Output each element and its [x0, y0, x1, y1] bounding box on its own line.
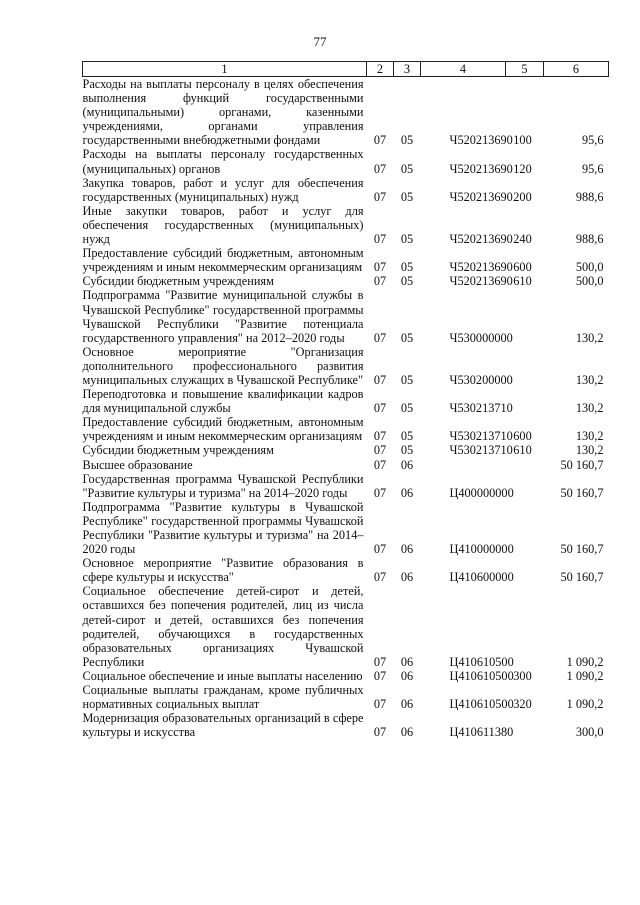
section-code-cell: 07 — [373, 330, 387, 345]
amount-cell: 50 160,7 — [560, 542, 604, 557]
target-article-cell: Ц410610500 — [449, 654, 514, 669]
expense-name-cell: Закупка товаров, работ и услуг для обеспечения государственных (муниципальных) нужд — [82, 175, 364, 204]
expense-name-cell: Подпрограмма "Развитие культуры в Чувашской Республике" государственной программы Чувашской Республики "Развитие культуры и туризма" на 2014–2020 годы — [82, 499, 364, 557]
subsection-code-cell: 05 — [400, 401, 414, 416]
expense-name-cell: Расходы на выплаты персоналу государственных (муниципальных) органов — [82, 147, 364, 176]
expense-name-cell: Социальные выплаты гражданам, кроме публичных нормативных социальных выплат — [82, 683, 364, 712]
expense-type-cell: 300 — [513, 668, 532, 683]
column-header: 5 — [506, 62, 544, 77]
section-code-cell: 07 — [373, 232, 387, 247]
subsection-code-cell: 05 — [400, 372, 414, 387]
expense-type-cell: 320 — [513, 697, 532, 712]
section-code-cell: 07 — [373, 189, 387, 204]
expense-type-cell: 600 — [513, 429, 532, 444]
table-row — [83, 500, 609, 556]
target-article-cell: Ч520213690 — [449, 274, 513, 289]
subsection-code-cell: 06 — [400, 654, 414, 669]
target-article-cell: Ч520213690 — [449, 189, 513, 204]
expense-name-cell: Расходы на выплаты персоналу в целях обеспечения выполнения функций государственными (муниципальными) органами, казенными учреждениями, органами управления государственными внебюджетными фондами — [82, 77, 364, 148]
target-article-cell: Ц400000000 — [449, 485, 514, 500]
target-article-cell: Ч530000000 — [449, 330, 513, 345]
table-row — [83, 458, 609, 472]
expense-name-cell: Модернизация образовательных организаций в сфере культуры и искусства — [82, 711, 364, 740]
amount-cell: 500,0 — [575, 260, 604, 275]
section-code-cell: 07 — [373, 542, 387, 557]
expense-name-cell: Переподготовка и повышение квалификации кадров для муниципальной службы — [82, 387, 364, 416]
table-row — [83, 204, 609, 246]
section-code-cell: 07 — [373, 654, 387, 669]
target-article-cell: Ч530213710 — [449, 429, 513, 444]
expense-type-cell: 610 — [513, 274, 532, 289]
target-article-cell: Ч530200000 — [449, 372, 513, 387]
expense-name-cell: Субсидии бюджетным учреждениям — [82, 274, 274, 289]
section-code-cell: 07 — [373, 401, 387, 416]
column-header: 4 — [421, 62, 506, 77]
expense-type-cell: 610 — [513, 443, 532, 458]
target-article-cell: Ц410610500 — [449, 668, 514, 683]
table-row — [83, 669, 609, 683]
expense-name-cell: Субсидии бюджетным учреждениям — [82, 443, 274, 458]
table-row — [83, 176, 609, 204]
expense-type-cell: 200 — [513, 189, 532, 204]
amount-cell: 95,6 — [581, 161, 604, 176]
section-code-cell: 07 — [373, 443, 387, 458]
expense-type-cell: 600 — [513, 260, 532, 275]
section-code-cell: 07 — [373, 668, 387, 683]
amount-cell: 95,6 — [581, 133, 604, 148]
target-article-cell: Ч520213690 — [449, 161, 513, 176]
table-row — [83, 274, 609, 288]
subsection-code-cell: 05 — [400, 260, 414, 275]
expense-type-cell: 240 — [513, 232, 532, 247]
amount-cell: 1 090,2 — [566, 654, 604, 669]
table-row — [83, 147, 609, 175]
table-row — [83, 246, 609, 274]
section-code-cell: 07 — [373, 274, 387, 289]
budget-table — [82, 61, 609, 739]
expense-type-cell: 100 — [513, 133, 532, 148]
amount-cell: 50 160,7 — [560, 570, 604, 585]
column-header: 6 — [544, 62, 609, 77]
table-row — [83, 472, 609, 500]
target-article-cell — [421, 458, 506, 472]
expense-name-cell: Предоставление субсидий бюджетным, автономным учреждениям и иным некоммерческим организациям — [82, 246, 364, 275]
table-row — [83, 443, 609, 457]
amount-cell: 130,2 — [575, 429, 604, 444]
expense-name-cell: Подпрограмма "Развитие муниципальной службы в Чувашской Республике" государственной программы Чувашской Республики "Развитие потенциала государственного управления" на 2012–2020 годы — [82, 288, 364, 345]
target-article-cell: Ч520213690 — [449, 133, 513, 148]
table-row — [83, 683, 609, 711]
table-row — [83, 584, 609, 669]
amount-cell: 130,2 — [575, 330, 604, 345]
subsection-code-cell: 06 — [400, 485, 414, 500]
amount-cell: 50 160,7 — [560, 485, 604, 500]
section-code-cell: 07 — [373, 457, 387, 472]
section-code-cell: 07 — [373, 697, 387, 712]
subsection-code-cell: 06 — [400, 725, 414, 740]
target-article-cell: Ч520213690 — [449, 260, 513, 275]
section-code-cell: 07 — [373, 429, 387, 444]
subsection-code-cell: 06 — [400, 668, 414, 683]
table-row — [83, 415, 609, 443]
subsection-code-cell: 05 — [400, 133, 414, 148]
expense-type-cell — [506, 458, 544, 472]
table-row — [83, 288, 609, 344]
amount-cell: 50 160,7 — [560, 457, 604, 472]
subsection-code-cell: 06 — [400, 570, 414, 585]
expense-name-cell: Государственная программа Чувашской Республики "Развитие культуры и туризма" на 2014–2020 годы — [82, 471, 364, 500]
table-header-row — [83, 62, 609, 77]
amount-cell: 1 090,2 — [566, 697, 604, 712]
column-header: 2 — [367, 62, 394, 77]
target-article-cell: Ц410610500 — [449, 697, 514, 712]
section-code-cell: 07 — [373, 161, 387, 176]
target-article-cell: Ц410000000 — [449, 542, 514, 557]
table-row — [83, 77, 609, 148]
table-row — [83, 711, 609, 739]
subsection-code-cell: 05 — [400, 443, 414, 458]
table-row — [83, 556, 609, 584]
amount-cell: 988,6 — [575, 189, 604, 204]
amount-cell: 1 090,2 — [566, 668, 604, 683]
page-number: 77 — [313, 34, 327, 49]
column-header: 1 — [83, 62, 367, 77]
amount-cell: 130,2 — [575, 401, 604, 416]
amount-cell: 500,0 — [575, 274, 604, 289]
subsection-code-cell: 05 — [400, 161, 414, 176]
expense-name-cell: Предоставление субсидий бюджетным, автономным учреждениям и иным некоммерческим организациям — [82, 415, 364, 444]
section-code-cell: 07 — [373, 725, 387, 740]
table-body — [83, 77, 609, 740]
amount-cell: 130,2 — [575, 443, 604, 458]
section-code-cell: 07 — [373, 372, 387, 387]
expense-name-cell: Основное мероприятие "Развитие образования в сфере культуры и искусства" — [82, 556, 364, 585]
section-code-cell: 07 — [373, 260, 387, 275]
subsection-code-cell: 05 — [400, 429, 414, 444]
subsection-code-cell: 05 — [400, 330, 414, 345]
expense-name-cell: Высшее образование — [82, 457, 193, 472]
section-code-cell: 07 — [373, 133, 387, 148]
subsection-code-cell: 05 — [400, 274, 414, 289]
table-row — [83, 345, 609, 387]
expense-name-cell: Социальное обеспечение и иные выплаты населению — [82, 668, 363, 683]
target-article-cell: Ч530213710 — [449, 443, 513, 458]
subsection-code-cell: 06 — [400, 697, 414, 712]
column-header: 3 — [394, 62, 421, 77]
subsection-code-cell: 06 — [400, 542, 414, 557]
section-code-cell: 07 — [373, 570, 387, 585]
table-row — [83, 387, 609, 415]
expense-name-cell: Иные закупки товаров, работ и услуг для обеспечения государственных (муниципальных) нужд — [82, 203, 364, 247]
section-code-cell: 07 — [373, 485, 387, 500]
expense-type-cell: 120 — [513, 161, 532, 176]
subsection-code-cell: 06 — [400, 457, 414, 472]
expense-name-cell: Социальное обеспечение детей-сирот и детей, оставшихся без попечения родителей, лиц из числа детей-сирот и детей, оставшихся без попечения родителей, обучающихся в государственных образовательных организациях Чувашской Республики — [82, 584, 364, 669]
amount-cell: 130,2 — [575, 372, 604, 387]
target-article-cell: Ц410611380 — [449, 725, 514, 740]
target-article-cell: Ц410600000 — [449, 570, 514, 585]
subsection-code-cell: 05 — [400, 189, 414, 204]
target-article-cell: Ч520213690 — [449, 232, 513, 247]
expense-name-cell: Основное мероприятие "Организация дополнительного профессионального развития муниципальных служащих в Чувашской Республике" — [82, 344, 364, 387]
amount-cell: 300,0 — [575, 725, 604, 740]
target-article-cell: Ч530213710 — [449, 401, 513, 416]
subsection-code-cell: 05 — [400, 232, 414, 247]
amount-cell: 988,6 — [575, 232, 604, 247]
